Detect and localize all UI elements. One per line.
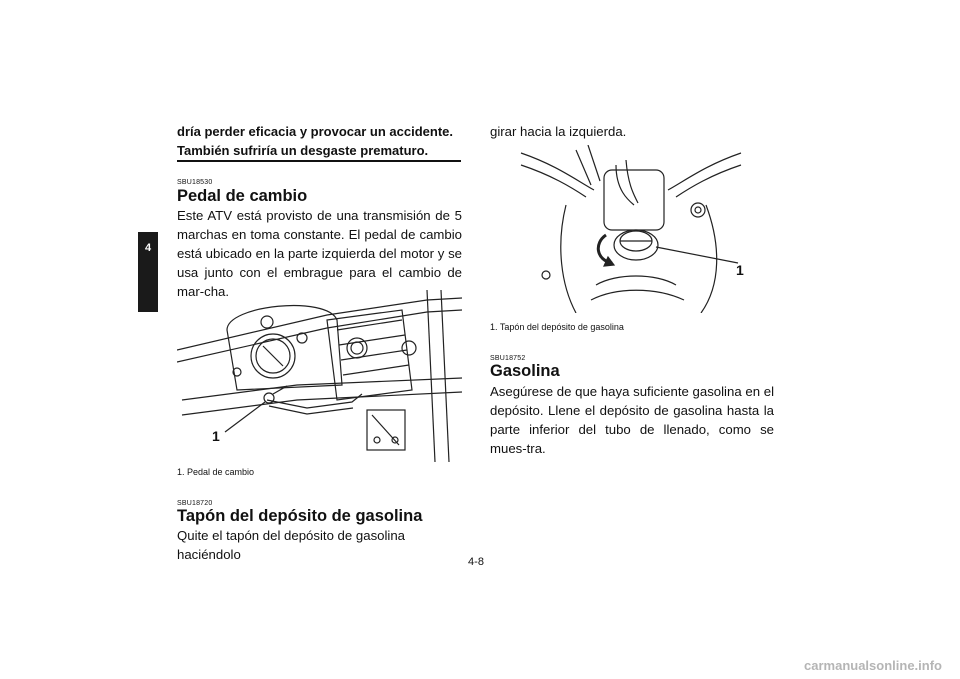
section-code-fuel-cap: SBU18720 <box>177 500 213 507</box>
caption-fuel-cap: 1. Tapón del depósito de gasolina <box>490 322 624 332</box>
figure-fuel-tank-cap <box>516 145 746 313</box>
footer-watermark[interactable]: carmanualsonline.info <box>804 658 942 673</box>
section-code-gasoline: SBU18752 <box>490 355 526 362</box>
heading-fuel-cap: Tapón del depósito de gasolina <box>177 507 423 525</box>
chapter-tab <box>138 232 158 312</box>
section-code-shift-pedal: SBU18530 <box>177 179 213 186</box>
warning-text: dría perder eficacia y provocar un accidente. También sufriría un desgaste prematuro. <box>177 124 454 158</box>
paragraph-shift-pedal: Este ATV está provisto de una transmisión de 5 marchas en toma constante. El pedal de cambio está ubicado en la parte izquierda del motor y se usa junto con el embrague para el cambio de mar-cha. <box>177 208 462 299</box>
heading-gasoline: Gasolina <box>490 362 560 380</box>
page-number <box>0 556 960 568</box>
caption-shift-pedal: 1. Pedal de cambio <box>177 467 255 477</box>
warning-divider <box>177 160 461 162</box>
paragraph-fuel-cap: Quite el tapón del depósito de gasolina haciéndolo <box>177 528 406 562</box>
paragraph-gasoline: Asegúrese de que haya suficiente gasolina en el depósito. Llene el depósito de gasolina hasta la parte inferior del tubo de llenado, como se mues-tra. <box>490 384 774 456</box>
figure-callout-shift-pedal: 1 <box>212 428 220 444</box>
chapter-tab-label: 4 <box>144 242 152 254</box>
page-number-text: 4-8 <box>468 556 484 568</box>
figure-callout-fuel-cap: 1 <box>736 262 744 278</box>
paragraph-fuel-cap-continued: girar hacia la izquierda. <box>490 124 627 139</box>
heading-shift-pedal: Pedal de cambio <box>177 187 308 205</box>
